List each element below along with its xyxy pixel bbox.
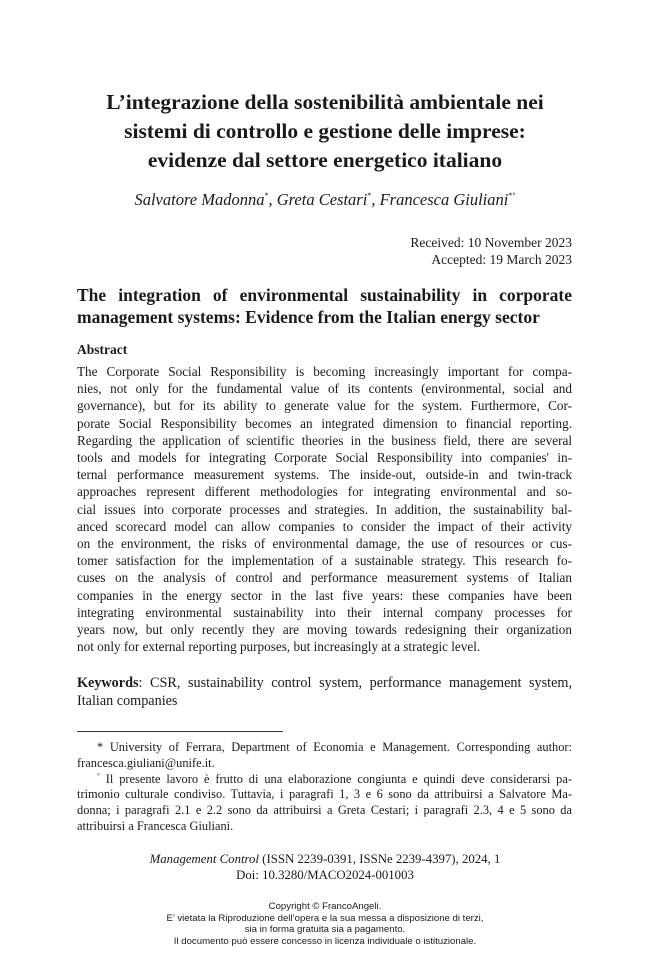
author-separator: , <box>268 190 277 209</box>
copyright-line: sia in forma gratuita sia a pagamento. <box>244 924 406 936</box>
abstract-line: anced scorecard model can allow companies to consider the impact of their activity <box>77 518 572 534</box>
contribution-footnote-line <box>77 772 572 788</box>
journal-info-line <box>40 851 610 867</box>
author-email: francesca.giuliani@unife.it. <box>77 755 215 770</box>
doi: Doi: 10.3280/MACO2024-001003 <box>236 868 414 882</box>
abstract-body <box>77 363 572 655</box>
abstract-line: governance), but for its ability to generate value for the system. Furthermore, Cor- <box>77 398 572 414</box>
abstract-line: tomer satisfaction for the implementation of a sustainable strategy. This research fo- <box>77 553 572 569</box>
english-title-line: The integration of environmental sustainability in corporate <box>77 285 572 305</box>
abstract-line: approaches represent different methodologies for integrating environmental and so- <box>77 484 572 500</box>
affiliation-footnote-mark: * <box>97 740 104 754</box>
author-name: Salvatore Madonna <box>134 190 265 209</box>
keywords-line <box>77 674 572 692</box>
author-separator: , <box>371 190 380 209</box>
contribution-footnote-line: trimonio culturale condiviso. Tuttavia, i paragrafi 1, 3 e 6 sono da attribuirsi a Salvatore Ma- <box>77 787 572 802</box>
keywords-label: Keywords <box>77 675 139 691</box>
abstract-line: on the environment, the risks of environmental damage, the use of resources or cus- <box>77 536 572 552</box>
copyright-line: Copyright © FrancoAngeli. <box>268 901 382 912</box>
author-name: Francesca Giuliani <box>379 190 509 209</box>
submission-dates <box>410 234 572 268</box>
author-footnote-mark: * <box>367 191 372 200</box>
affiliation-text: University of Ferrara, Department of Economia e Management. Corresponding author: <box>103 740 572 754</box>
journal-citation <box>40 851 610 883</box>
affiliation-footnote-line <box>77 740 572 756</box>
abstract-line: nies, not only for the fundamental value of its contents (environmental, social and <box>77 381 572 397</box>
abstract-line: cial issues into corporate processes and strategies. In addition, the sustainability bal- <box>77 501 572 517</box>
journal-details: (ISSN 2239-0391, ISSNe 2239-4397), 2024, 1 <box>258 852 501 866</box>
copyright-line: Il documento può essere concesso in licenza individuale o istituzionale. <box>173 935 477 947</box>
abstract-line: ternal performance measurement systems. The inside-out, outside-in and twin-track <box>77 467 572 483</box>
contribution-text: Il presente lavoro è frutto di una elaborazione congiunta e quindi deve considerarsi pa- <box>99 771 572 786</box>
abstract-line: cuses on the analysis of control and performance measurement systems of Italian <box>77 570 572 586</box>
journal-name: Management Control <box>149 852 259 866</box>
italian-title-line: L’integrazione della sostenibilità ambientale nei <box>106 90 544 114</box>
contribution-footnote-line: attribuirsi a Francesca Giuliani. <box>77 818 234 833</box>
abstract-line: years now, but only recently they are moving towards redesigning their organization <box>77 622 572 638</box>
abstract-line: tools and models for integrating Corporate Social Responsibility into companies' in- <box>77 450 572 466</box>
author-footnote-mark: * <box>264 191 269 200</box>
english-title <box>77 284 572 328</box>
author-footnote-mark: *° <box>508 191 516 200</box>
italian-title <box>40 88 610 175</box>
footnote-divider <box>77 731 283 732</box>
italian-title-line: evidenze dal settore energetico italiano <box>147 148 503 172</box>
received-date: Received: 10 November 2023 <box>410 235 572 250</box>
copyright-notice <box>40 901 610 947</box>
abstract-line: porate Social Responsibility becomes an integrated dimension to financial reporting. <box>77 415 572 431</box>
keywords <box>77 674 572 710</box>
contribution-footnote-mark: ° <box>97 771 100 780</box>
abstract-line: integrating environmental sustainability into their internal company processes for <box>77 604 572 620</box>
footnotes <box>77 740 572 835</box>
copyright-line: E’ vietata la Riproduzione dell’opera e la sua messa a disposizione di terzi, <box>166 912 484 924</box>
italian-title-line: sistemi di controllo e gestione delle imprese: <box>124 119 526 143</box>
abstract-line: Regarding the application of scientific theories in the business field, there are several <box>77 432 572 448</box>
contribution-footnote-line: donna; i paragrafi 2.1 e 2.2 sono da attribuirsi a Greta Cestari; i paragrafi 2.3, 4 e 5 sono da <box>77 803 572 818</box>
abstract-line: companies in the energy sector in the last five years: these companies have been <box>77 587 572 603</box>
keywords-line: Italian companies <box>77 693 178 709</box>
keywords-text: : CSR, sustainability control system, performance management system, <box>138 675 572 691</box>
accepted-date: Accepted: 19 March 2023 <box>431 252 572 267</box>
author-list <box>40 190 610 210</box>
abstract-line: The Corporate Social Responsibility is becoming increasingly important for compa- <box>77 364 572 379</box>
author-name: Greta Cestari <box>276 190 368 209</box>
english-title-line: management systems: Evidence from the Italian energy sector <box>77 307 540 327</box>
abstract-line: not only for external reporting purposes, but increasingly at a strategic level. <box>77 639 481 655</box>
abstract-heading: Abstract <box>77 342 128 357</box>
